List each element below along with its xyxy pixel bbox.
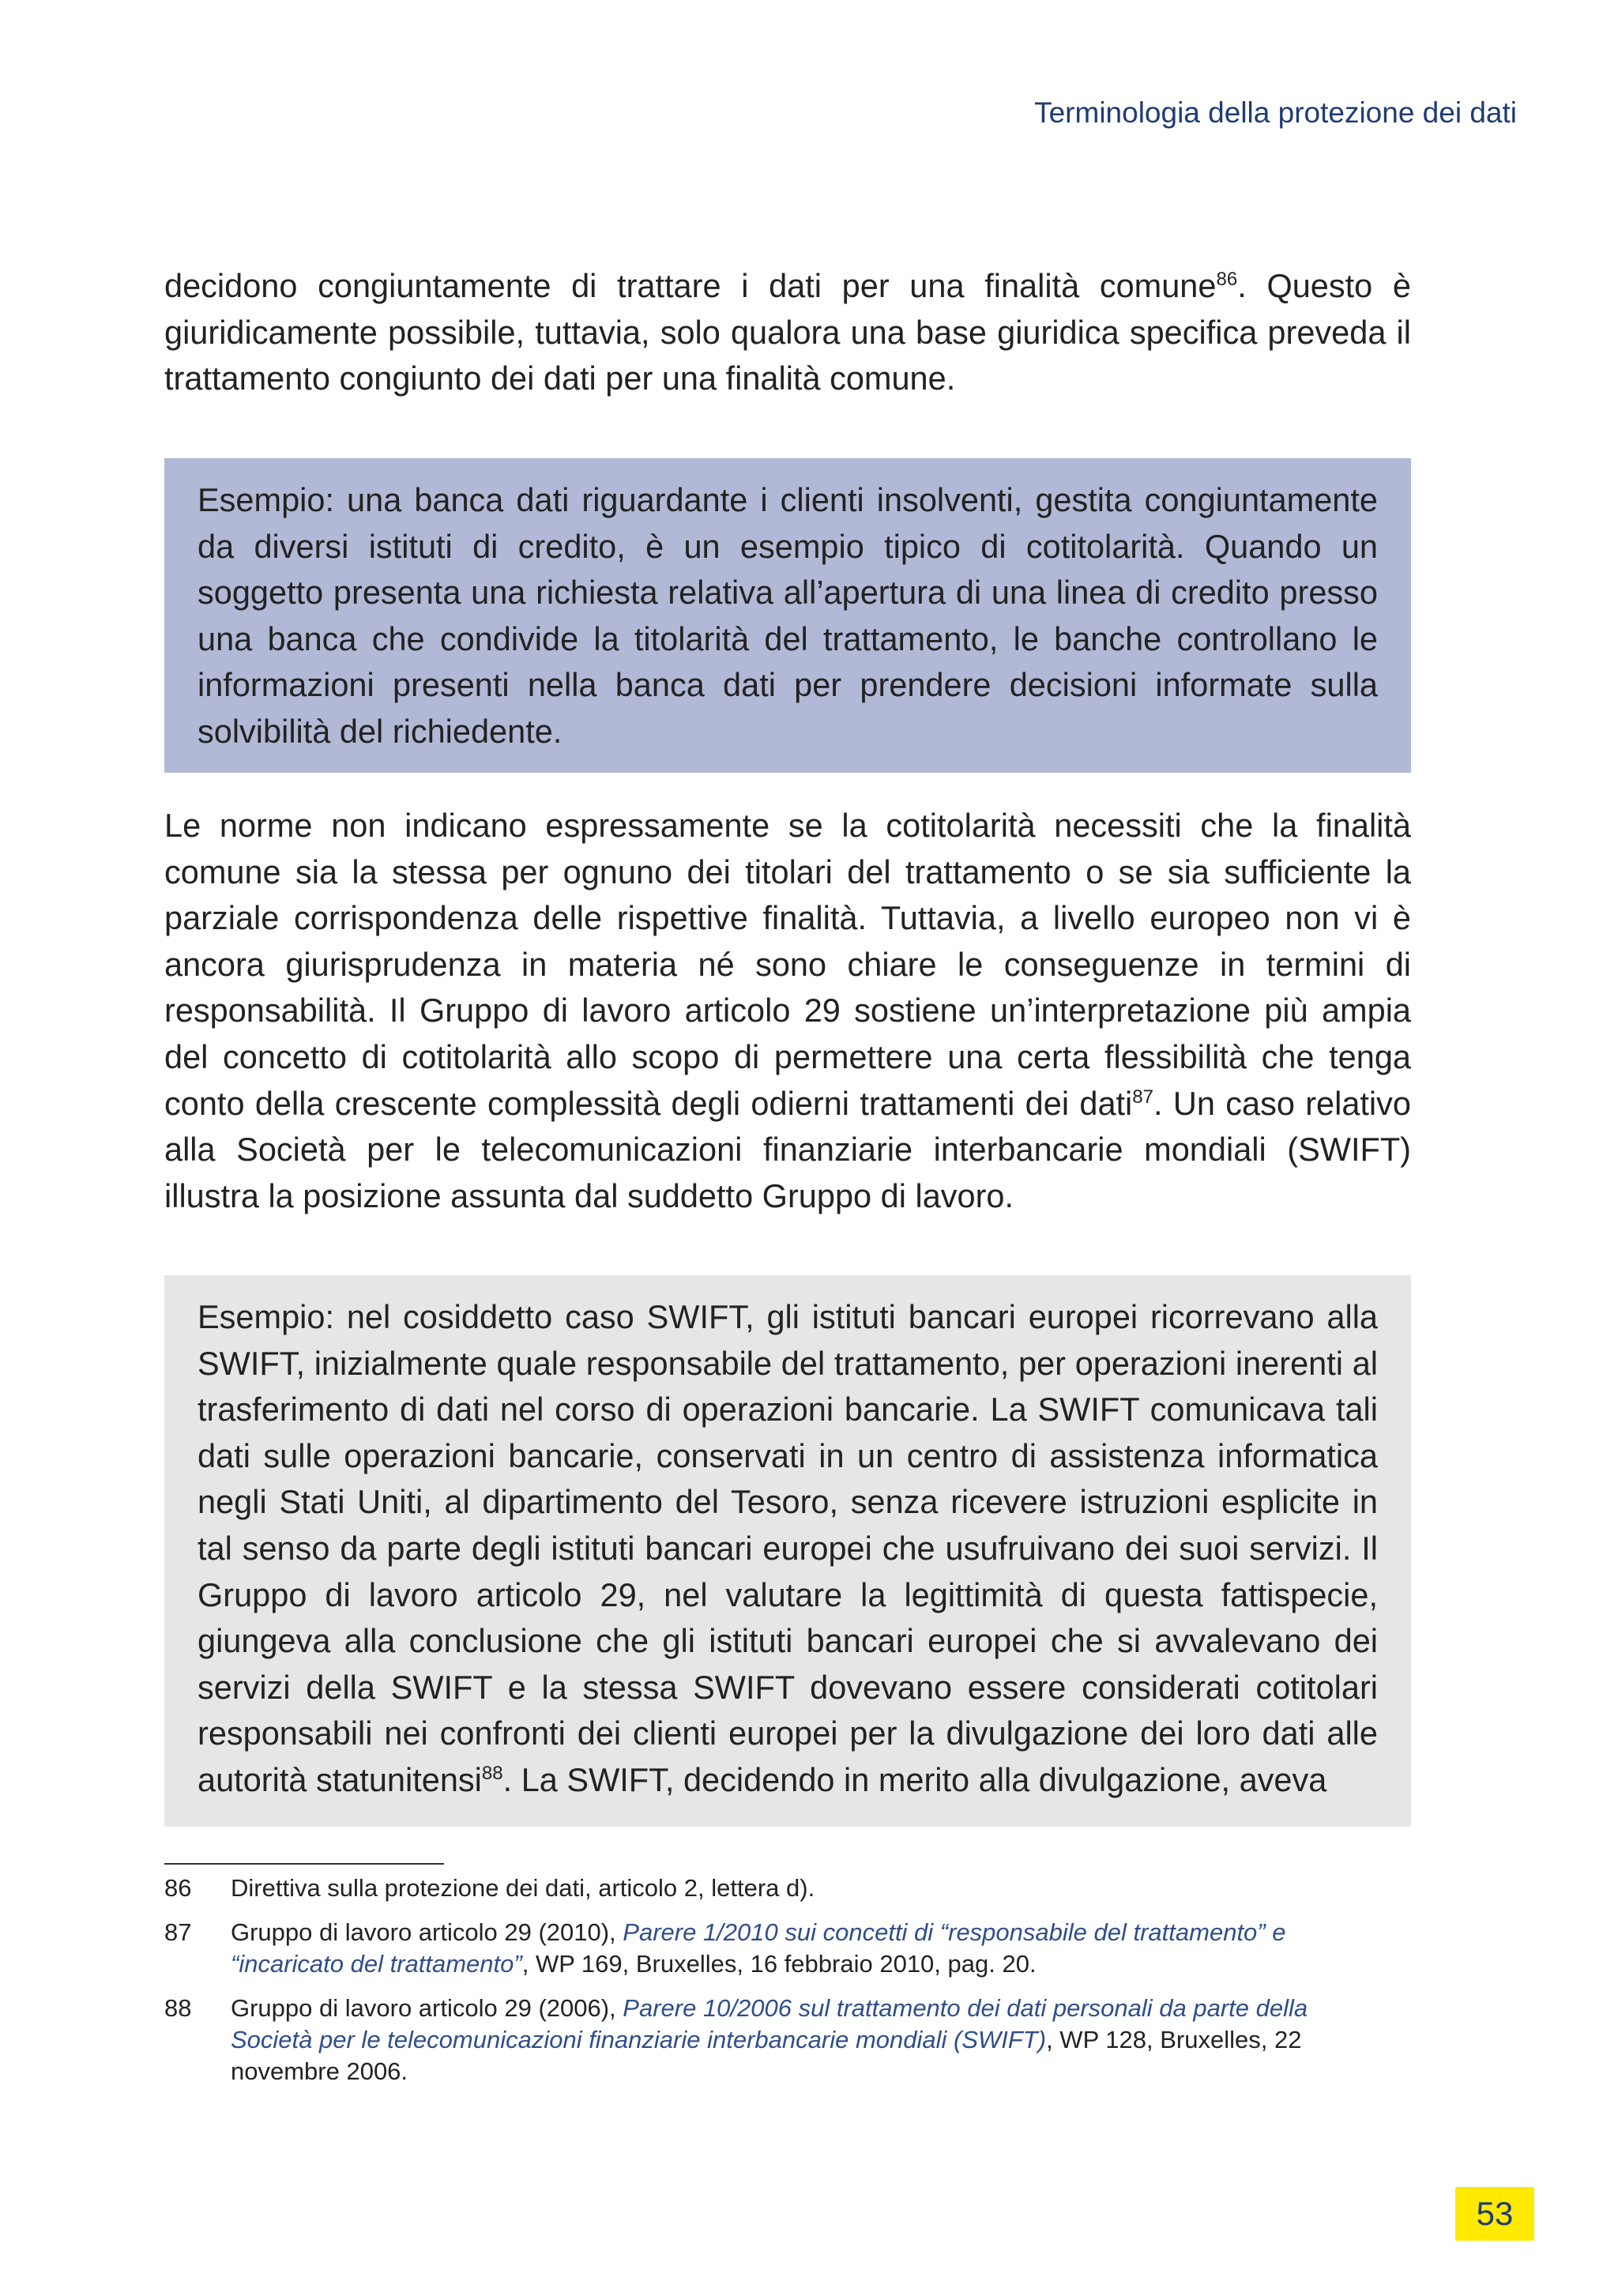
footnote-text-part: Gruppo di lavoro articolo 29 (2010), <box>231 1918 623 1946</box>
footnote-link-parere-10-2006[interactable]: Parere 10/2006 sul trattamento dei dati personali da parte della Società per le telecomunicazioni finanziarie interbancarie mondiali (SWIFT) <box>231 1994 1308 2053</box>
paragraph-text: . Un caso relativo alla Società per le telecomunicazioni finanziarie interbancarie mondiali (SWIFT) illustra la posizione assunta dal suddetto Gruppo di lavoro. <box>164 1084 1411 1214</box>
footnote-text-part: Direttiva sulla protezione dei dati, articolo 2, lettera d). <box>231 1874 815 1902</box>
example-box-credit-database <box>164 458 1411 773</box>
footnote-text-part: , WP 169, Bruxelles, 16 febbraio 2010, pag. 20. <box>521 1950 1037 1978</box>
footnote-divider <box>164 1863 444 1865</box>
footnote-text <box>231 1873 1349 1904</box>
body-paragraph-1 <box>164 263 1411 402</box>
paragraph-text: Le norme non indicano espressamente se la cotitolarità necessiti che la finalità comune sia la stessa per ognuno dei titolari del trattamento o se sia sufficiente la parziale corrispondenza delle rispettive finalità. Tuttavia, a livello europeo non vi è ancora giurisprudenza in materia né sono chiare le conseguenze in termini di responsabilità. Il Gruppo di lavoro articolo 29 sostiene un’interpretazione più ampia del concetto di cotitolarità allo scopo di permettere una certa flessibilità che tenga conto della crescente complessità degli odierni trattamenti dei dati <box>164 807 1411 1122</box>
example-text-part: Esempio: nel cosiddetto caso SWIFT, gli istituti bancari europei ricorrevano alla SWIFT, inizialmente quale responsabile del trattamento, per operazioni inerenti al trasferimento di dati nel corso di operazioni bancarie. La SWIFT comunicava tali dati sulle operazioni bancarie, conservati in un centro di assistenza informatica negli Stati Uniti, al dipartimento del Tesoro, senza ricevere istruzioni esplicite in tal senso da parte degli istituti bancari europei che usufruivano dei suoi servizi. Il Gruppo di lavoro articolo 29, nel valutare la legittimità di questa fattispecie, giungeva alla conclusione che gli istituti bancari europei che si avvalevano dei servizi della SWIFT e la stessa SWIFT dovevano essere considerati cotitolari responsabili nei confronti dei clienti europei per la divulgazione dei loro dati alle autorità statunitensi <box>198 1298 1378 1798</box>
footnote-text-part: , WP 128, Bruxelles, 22 novembre 2006. <box>231 2026 1302 2085</box>
footnote-text <box>231 1993 1349 2087</box>
example-box-swift-case <box>164 1275 1411 1827</box>
footnote-link-parere-1-2010[interactable]: Parere 1/2010 sui concetti di “responsabile del trattamento” e “incaricato del trattamento” <box>231 1918 1286 1978</box>
paragraph-text: decidono congiuntamente di trattare i dati per una finalità comune <box>164 267 1217 304</box>
example-text-part: . La SWIFT, decidendo in merito alla divulgazione, aveva <box>502 1760 1327 1798</box>
body-paragraph-2 <box>164 803 1411 1219</box>
footnote-ref-87[interactable]: 87 <box>1132 1086 1154 1108</box>
example-text: Esempio: una banca dati riguardante i clienti insolventi, gestita congiuntamente da diversi istituti di credito, è un esempio tipico di cotitolarità. Quando un soggetto presenta una richiesta relativa all’apertura di una linea di credito presso una banca che condivide la titolarità del trattamento, le banche controllano le informazioni presenti nella banca dati per prendere decisioni informate sulla solvibilità del richiedente. <box>198 481 1378 750</box>
footnote-ref-86[interactable]: 86 <box>1216 269 1238 291</box>
running-header-title: Terminologia della protezione dei dati <box>1034 96 1517 129</box>
footnotes <box>164 1873 1349 2100</box>
footnote-ref-88[interactable]: 88 <box>481 1763 503 1785</box>
footnote-88 <box>164 1993 1349 2087</box>
footnote-text-part: Gruppo di lavoro articolo 29 (2006), <box>231 1994 623 2022</box>
footnote-86 <box>164 1873 1349 1904</box>
footnote-number: 86 <box>164 1874 192 1902</box>
footnote-text <box>231 1917 1349 1980</box>
page-number-badge: 53 <box>1455 2187 1534 2241</box>
paragraph-text: . Questo è giuridicamente possibile, tuttavia, solo qualora una base giuridica specifica preveda il trattamento congiunto dei dati per una finalità comune. <box>164 267 1411 397</box>
footnote-number: 88 <box>164 1994 192 2022</box>
example-text <box>198 1294 1378 1804</box>
footnote-number: 87 <box>164 1918 192 1946</box>
footnote-87 <box>164 1917 1349 1980</box>
